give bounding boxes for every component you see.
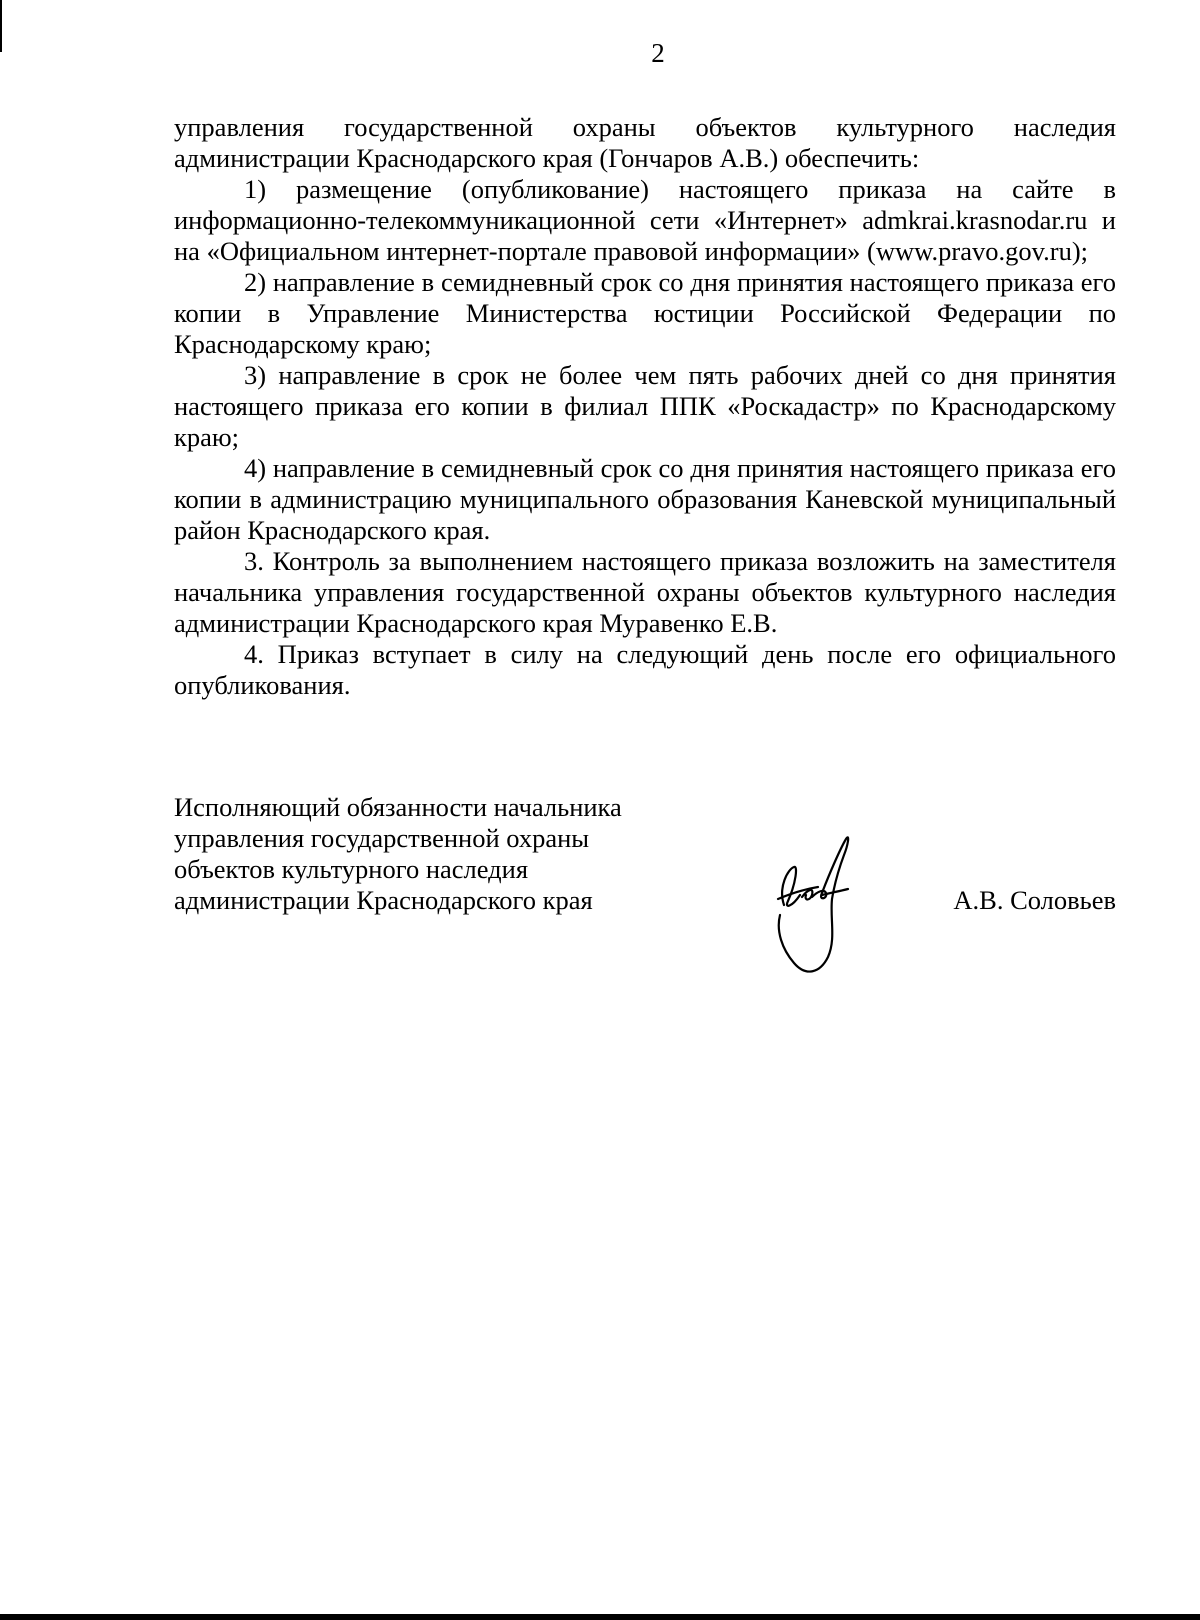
signatory-position-line: объектов культурного наследия [174,854,529,884]
signatory-position [174,792,622,916]
signatory-position-line: Исполняющий обязанности начальника [174,792,622,822]
page-number: 2 [651,38,665,68]
document-body [174,112,1116,701]
paragraph-clause-3: 3. Контроль за выполнением настоящего приказа возложить на заместителя начальника управления государственной охраны объектов культурного наследия администрации Краснодарского края Муравенко Е.В. [174,546,1116,638]
signatory-position-line: управления государственной охраны [174,823,590,853]
signatory-position-line: администрации Краснодарского края [174,885,593,915]
paragraph-item-4: 4) направление в семидневный срок со дня принятия настоящего приказа его копии в администрацию муниципального образования Каневской муниципальный район Краснодарского края. [174,453,1116,545]
signature-block [174,792,1116,972]
paragraph-clause-4: 4. Приказ вступает в силу на следующий день после его официального опубликования. [174,639,1116,700]
handwritten-signature [748,827,868,977]
paragraph-item-1: 1) размещение (опубликование) настоящего приказа на сайте в информационно-телекоммуникационной сети «Интернет» admkrai.krasnodar.ru и на «Официальном интернет-портале правовой информации» (www.pravo.gov.ru); [174,174,1116,266]
scan-edge-bottom [0,1614,1200,1620]
paragraph-item-2: 2) направление в семидневный срок со дня принятия настоящего приказа его копии в Управление Министерства юстиции Российской Федерации по Краснодарскому краю; [174,267,1116,359]
paragraph-intro: управления государственной охраны объектов культурного наследия администрации Краснодарского края (Гончаров А.В.) обеспечить: [174,112,1116,173]
signatory-name: А.В. Соловьев [953,885,1116,915]
paragraph-item-3: 3) направление в срок не более чем пять рабочих дней со дня принятия настоящего приказа его копии в филиал ППК «Роскадастр» по Краснодарскому краю; [174,360,1116,452]
